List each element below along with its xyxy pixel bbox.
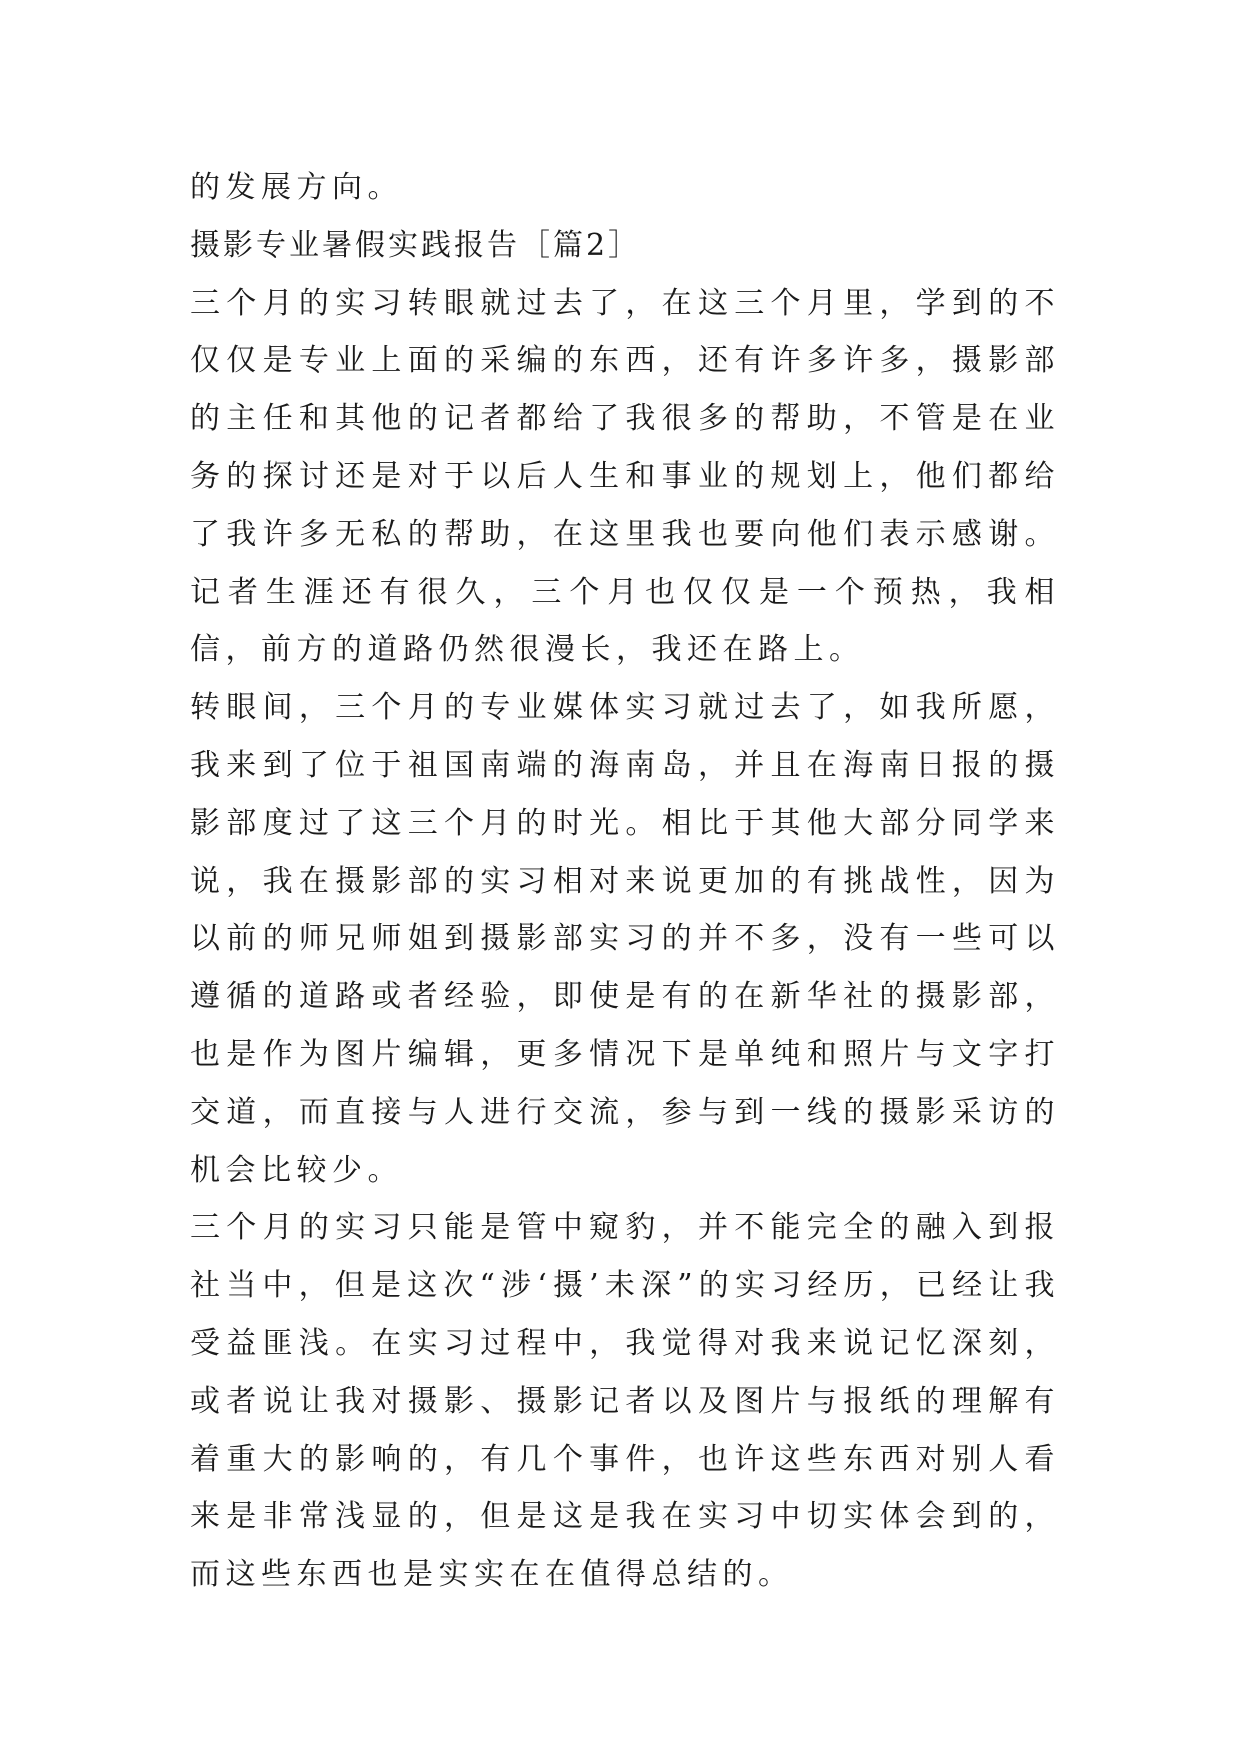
- paragraph: 转眼间，三个月的专业媒体实习就过去了，如我所愿，我来到了位于祖国南端的海南岛，并且在海南日报的摄影部度过了这三个月的时光。相比于其他大部分同学来说，我在摄影部的实习相对来说更加的有挑战性，因为以前的师兄师姐到摄影部实习的并不多，没有一些可以遵循的道路或者经验，即使是有的在新华社的摄影部，也是作为图片编辑，更多情况下是单纯和照片与文字打交道，而直接与人进行交流，参与到一线的摄影采访的机会比较少。: [190, 690, 1060, 1188]
- paragraph-continuation: 的发展方向。: [190, 170, 403, 205]
- document-body: [190, 159, 1060, 1604]
- paragraph: 三个月的实习只能是管中窥豹，并不能完全的融入到报社当中，但是这次“涉‘摄’未深”的实习经历，已经让我受益匪浅。在实习过程中，我觉得对我来说记忆深刻，或者说让我对摄影、摄影记者以及图片与报纸的理解有着重大的影响的，有几个事件，也许这些东西对别人看来是非常浅显的，但是这是我在实习中切实体会到的，而这些东西也是实实在在值得总结的。: [190, 1210, 1060, 1593]
- section-heading: 摄影专业暑假实践报告［篇2］: [190, 227, 642, 263]
- paragraph: 三个月的实习转眼就过去了，在这三个月里，学到的不仅仅是专业上面的采编的东西，还有许多许多，摄影部的主任和其他的记者都给了我很多的帮助，不管是在业务的探讨还是对于以后人生和事业的规划上，他们都给了我许多无私的帮助，在这里我也要向他们表示感谢。记者生涯还有很久，三个月也仅仅是一个预热，我相信，前方的道路仍然很漫长，我还在路上。: [190, 285, 1060, 668]
